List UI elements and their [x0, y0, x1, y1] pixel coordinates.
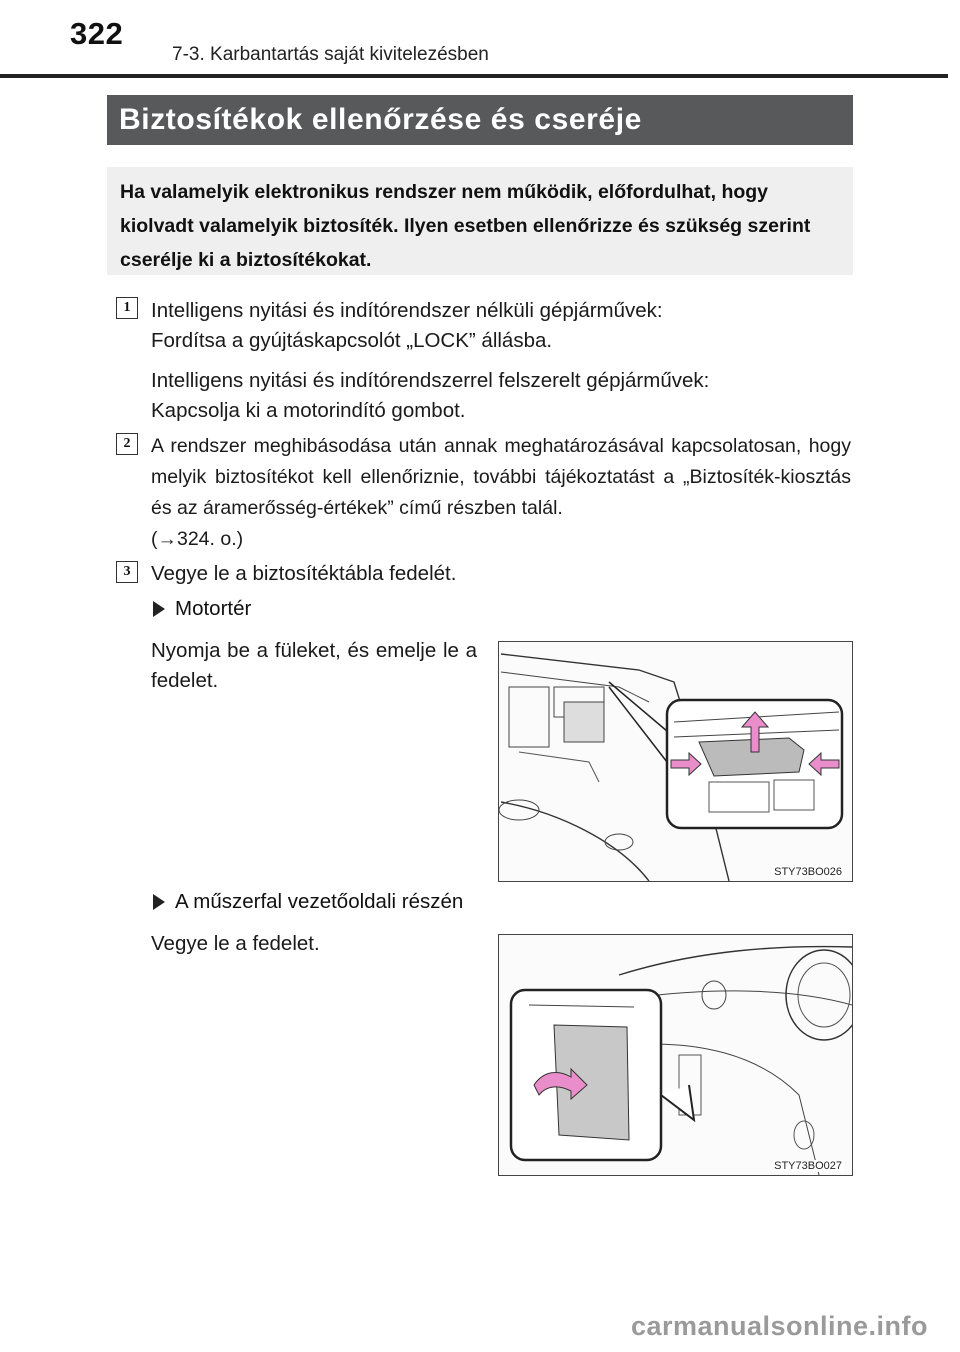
page-header — [0, 0, 960, 80]
triangle-bullet-icon — [153, 894, 165, 910]
engine-bay-figure — [498, 641, 853, 882]
header-rule — [0, 74, 948, 78]
step-1-line-4: Kapcsolja ki a motorindító gombot. — [151, 399, 466, 422]
watermark: carmanualsonline.info — [630, 1311, 928, 1341]
dashboard-text: Vegye le a fedelet. — [151, 932, 320, 955]
step-3-text: Vegye le a biztosítéktábla fedelét. — [151, 562, 457, 585]
bullet-engine-bay-label: Motortér — [175, 597, 252, 620]
intro-box: Ha valamelyik elektronikus rendszer nem működik, előfordulhat, hogy kiolvadt valamelyik biztosíték. Ilyen esetben ellenőrizze és szükség szerint cserélje ki a biztosítékokat. — [107, 167, 853, 275]
bullet-dashboard — [153, 887, 463, 917]
engine-bay-text: Nyomja be a füleket, és emelje le a fedelet. — [151, 639, 477, 692]
bullet-engine-bay — [153, 594, 251, 624]
step-1-text — [151, 296, 851, 426]
page-title: Biztosítékok ellenőrzése és cseréje — [107, 95, 853, 145]
dashboard-illustration — [499, 935, 852, 1175]
step-2-reference: (→324. o.) — [151, 528, 244, 550]
dashboard-figure-code: STY73BO027 — [774, 1160, 842, 1172]
dashboard-figure — [498, 934, 853, 1176]
engine-bay-figure-code: STY73BO026 — [774, 866, 842, 878]
step-2-paragraph: A rendszer meghibásodása után annak meghatározásával kapcsolatosan, hogy melyik biztosítékot kell ellenőriznie, további tájékoztatást a „Biztosíték-kiosztás és az áramerősség-értékek” című részben talál. — [151, 435, 851, 519]
engine-bay-illustration — [499, 642, 852, 881]
step-3-number: 3 — [116, 561, 138, 583]
step-1-line-2: Fordítsa a gyújtáskapcsolót „LOCK” állásba. — [151, 329, 553, 352]
step-1-line-1: Intelligens nyitási és indítórendszer nélküli gépjárművek: — [151, 299, 663, 322]
triangle-bullet-icon — [153, 601, 165, 617]
step-1-line-3: Intelligens nyitási és indítórendszerrel felszerelt gépjárművek: — [151, 369, 710, 392]
step-2-number: 2 — [116, 433, 138, 455]
page-number: 322 — [70, 16, 124, 51]
bullet-dashboard-label: A műszerfal vezetőoldali részén — [175, 890, 464, 913]
step-1-number: 1 — [116, 297, 138, 319]
step-2-text — [151, 431, 851, 555]
section-title: 7-3. Karbantartás saját kivitelezésben — [172, 44, 489, 65]
